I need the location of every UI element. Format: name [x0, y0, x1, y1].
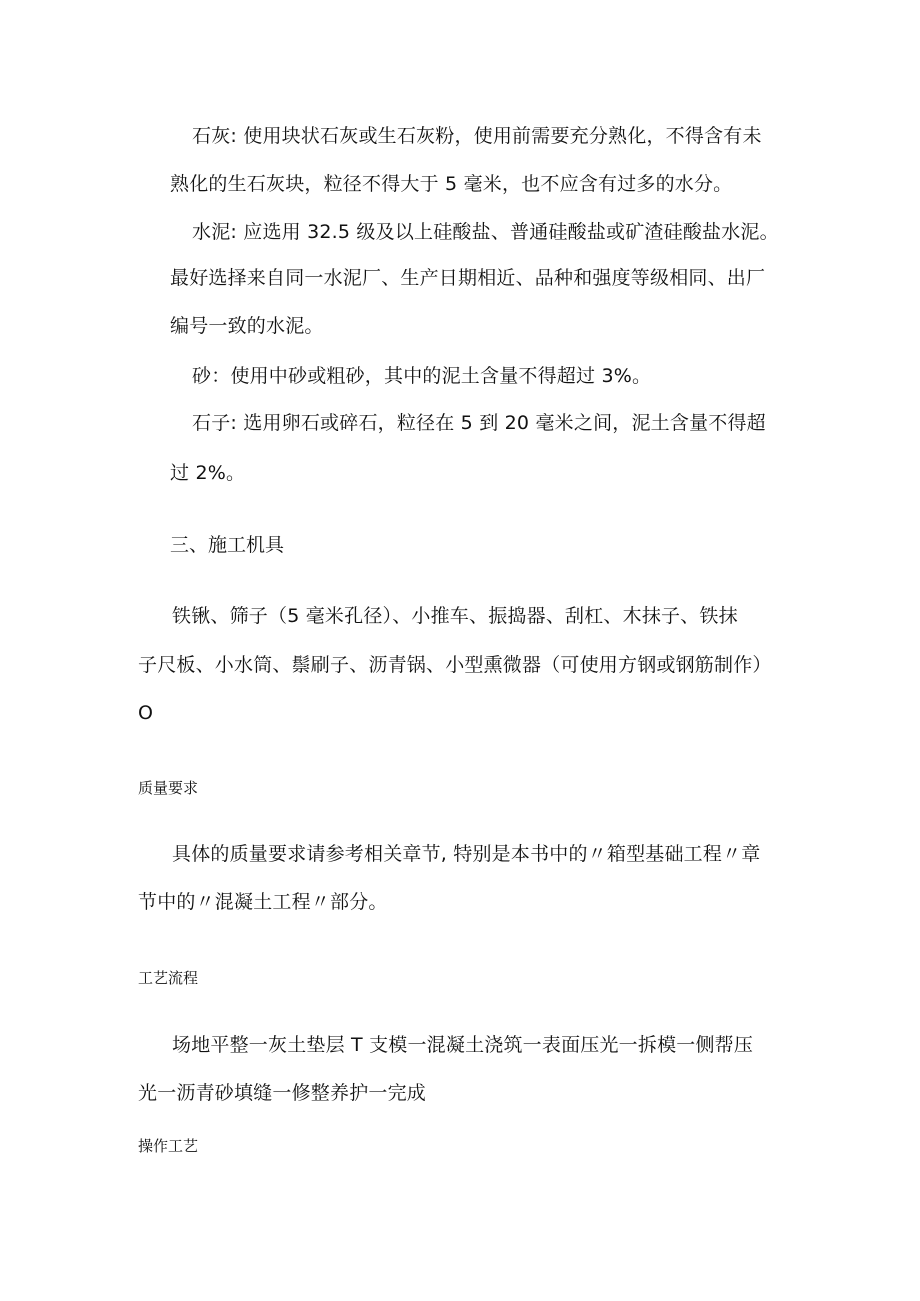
- lime-line-1: 石灰: 使用块状石灰或生石灰粉，使用前需要充分熟化，不得含有未: [192, 125, 762, 147]
- cement-line-2: 最好选择来自同一水泥厂、生产日期相近、品种和强度等级相同、出厂: [170, 267, 766, 289]
- tools-line-2: 子尺板、小水筒、鬃刷子、沥青锅、小型熏微器（可使用方钢或钢筋制作）: [138, 654, 772, 676]
- cement-line-1: 水泥: 应选用 32.5 级及以上硅酸盐、普通硅酸盐或矿渣硅酸盐水泥。: [192, 221, 779, 243]
- quality-line-1: 具体的质量要求请参考相关章节, 特别是本书中的〃箱型基础工程〃章: [172, 843, 761, 865]
- tools-heading: 三、施工机具: [170, 534, 285, 556]
- process-line-1: 场地平整一灰土垫层 T 支模一混凝土浇筑一表面压光一拆模一侧帮压: [172, 1034, 754, 1056]
- quality-line-2: 节中的〃混凝土工程〃部分。: [138, 891, 388, 913]
- tools-line-3: O: [138, 702, 154, 724]
- stone-line-1: 石子: 选用卵石或碎石，粒径在 5 到 20 毫米之间，泥土含量不得超: [192, 412, 766, 434]
- stone-line-2: 过 2%。: [170, 462, 246, 484]
- quality-heading: 质量要求: [138, 779, 199, 797]
- process-heading: 工艺流程: [138, 969, 199, 987]
- sand-line: 砂：使用中砂或粗砂，其中的泥土含量不得超过 3%。: [192, 365, 652, 387]
- tools-line-1: 铁锹、筛子（5 毫米孔径）、小推车、振捣器、刮杠、木抹子、铁抹: [172, 605, 738, 627]
- cement-line-3: 编号一致的水泥。: [170, 315, 324, 337]
- operation-heading: 操作工艺: [138, 1137, 199, 1155]
- process-line-2: 光一沥青砂填缝一修整养护一完成: [138, 1082, 427, 1104]
- lime-line-2: 熟化的生石灰块，粒径不得大于 5 毫米，也不应含有过多的水分。: [170, 173, 733, 195]
